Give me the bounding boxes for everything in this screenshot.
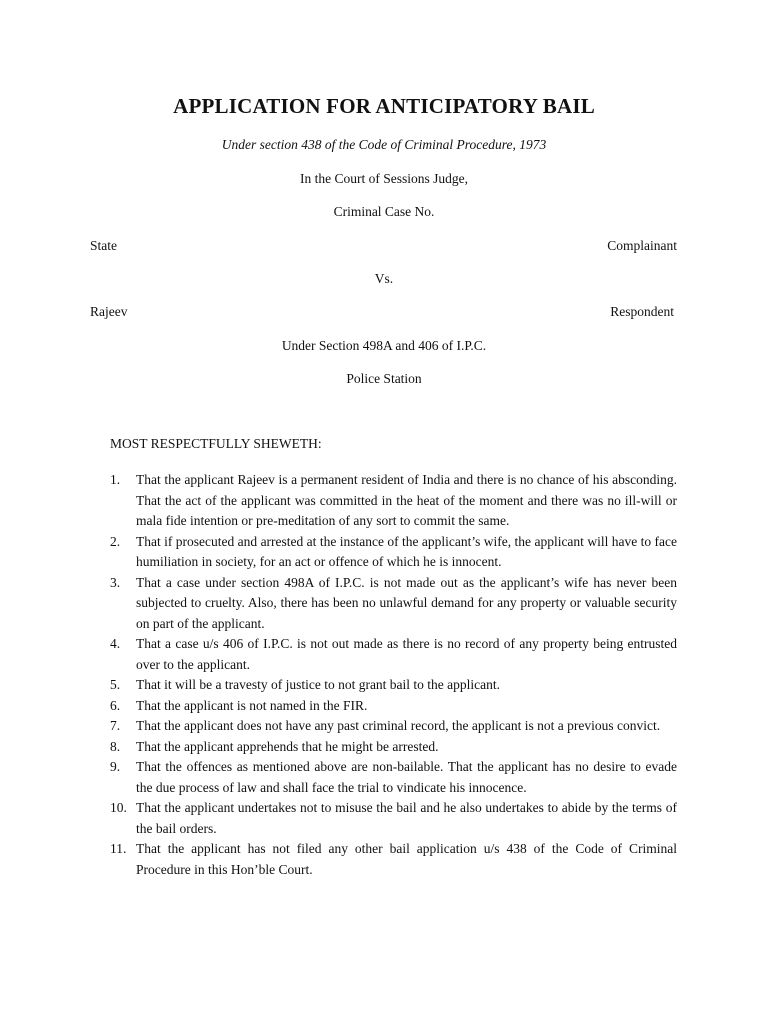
list-item — [110, 675, 677, 696]
list-item-number: 3. — [110, 574, 121, 590]
list-item — [110, 737, 677, 758]
list-item-number: 4. — [110, 636, 121, 651]
list-item-number: 2. — [110, 533, 121, 549]
list-item-number: 9. — [110, 759, 121, 774]
list-item-text: That the applicant Rajeev is a permanent resident of India and there is no chance of his absconding. That the act of the applicant was committed in the heat of the moment and there was no ill-will or mala fide intention or pre-meditation of any sort to commit the same. — [136, 472, 677, 528]
case-number-line: Criminal Case No. — [333, 204, 435, 219]
document-title: APPLICATION FOR ANTICIPATORY BAIL — [173, 94, 595, 118]
list-item-number: 11. — [110, 841, 127, 856]
list-item-number: 10. — [110, 800, 127, 815]
list-item-text: That the applicant has not filed any other bail application u/s 438 of the Code of Criminal Procedure in this Hon’ble Court. — [136, 841, 677, 877]
complainant-name: State — [90, 238, 117, 253]
sheweth-heading: MOST RESPECTFULLY SHEWETH: — [110, 436, 322, 451]
respondent-role: Respondent — [610, 304, 674, 319]
list-item — [110, 696, 677, 717]
list-item-number: 5. — [110, 677, 121, 692]
list-item-text: That the applicant apprehends that he might be arrested. — [136, 738, 439, 754]
points-list — [110, 470, 677, 880]
list-item-text: That the offences as mentioned above are non-bailable. That the applicant has no desire to evade the due process of law and shall face the trial to vindicate his innocence. — [136, 759, 677, 795]
list-item-number: 7. — [110, 718, 121, 733]
list-item-text: That the applicant is not named in the FIR. — [136, 697, 368, 713]
list-item-text: That the applicant does not have any past criminal record, the applicant is not a previous convict. — [136, 718, 661, 733]
versus-line: Vs. — [374, 271, 394, 286]
list-item — [110, 470, 677, 532]
police-station-line: Police Station — [346, 371, 422, 386]
list-item — [110, 573, 677, 635]
complainant-role: Complainant — [607, 238, 677, 253]
list-item — [110, 798, 677, 839]
list-item-number: 6. — [110, 697, 121, 713]
list-item-text: That if prosecuted and arrested at the instance of the applicant’s wife, the applicant will have to face humiliation in society, for an act or offence of which he is innocent. — [136, 533, 677, 569]
respondent-name: Rajeev — [90, 304, 128, 319]
list-item-text: That a case under section 498A of I.P.C. is not made out as the applicant’s wife has never been subjected to cruelty. Also, there has been no unlawful demand for any property or valuable security on part of the applicant. — [136, 574, 677, 631]
list-item — [110, 839, 677, 880]
document-subtitle: Under section 438 of the Code of Criminal Procedure, 1973 — [221, 137, 547, 152]
list-item — [110, 716, 677, 737]
list-item — [110, 532, 677, 573]
party-row-respondent — [90, 304, 677, 320]
party-row-complainant — [90, 238, 677, 254]
list-item-number: 1. — [110, 472, 121, 487]
list-item — [110, 757, 677, 798]
list-item-text: That the applicant undertakes not to misuse the bail and he also undertakes to abide by the terms of the bail orders. — [136, 800, 677, 836]
list-item-text: That it will be a travesty of justice to not grant bail to the applicant. — [136, 677, 501, 692]
court-line: In the Court of Sessions Judge, — [300, 171, 468, 186]
list-item-text: That a case u/s 406 of I.P.C. is not out made as there is no record of any property being entrusted over to the applicant. — [136, 636, 677, 672]
section-line: Under Section 498A and 406 of I.P.C. — [281, 338, 487, 353]
list-item — [110, 634, 677, 675]
list-item-number: 8. — [110, 738, 121, 754]
